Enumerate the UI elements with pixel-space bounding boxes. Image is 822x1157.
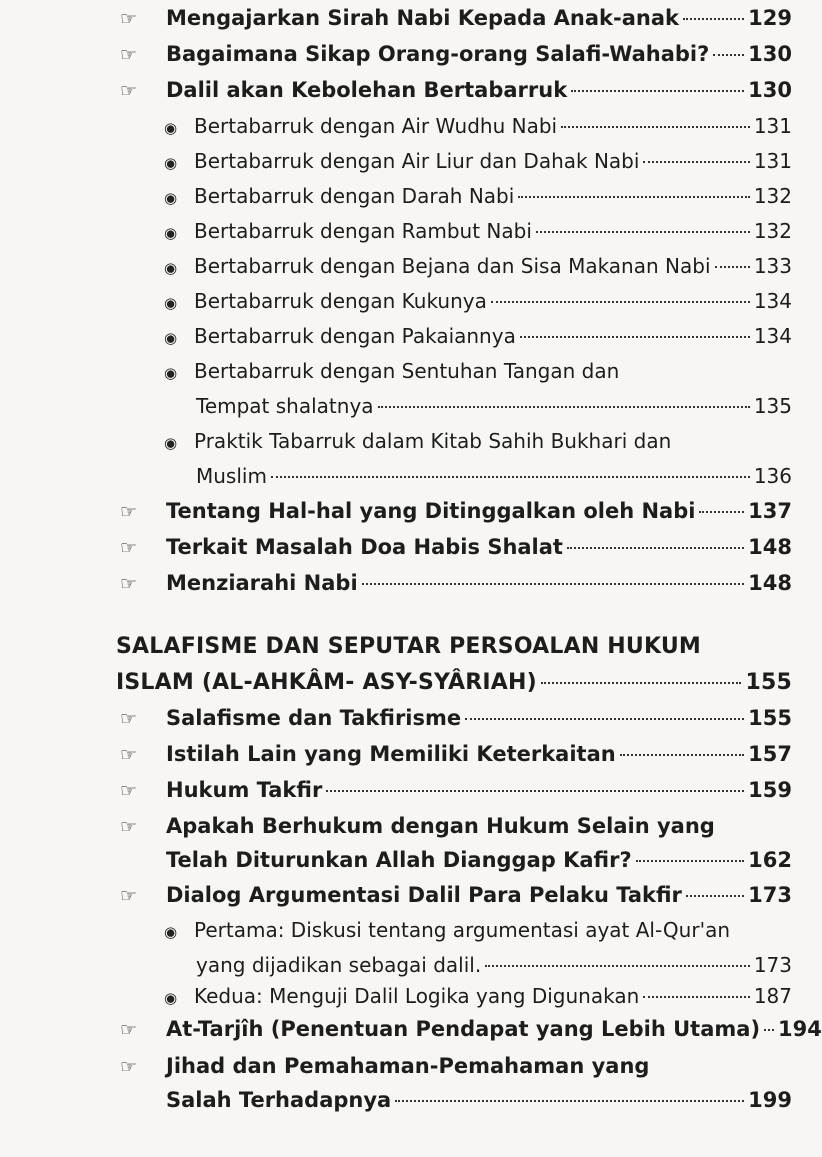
leader-dots — [520, 336, 750, 338]
leader-dots — [764, 1029, 774, 1031]
circle-bullet-icon: ◉ — [164, 259, 178, 277]
leader-dots — [686, 895, 744, 897]
toc-entry-title: Hukum Takfir — [166, 778, 323, 802]
circle-bullet-icon: ◉ — [164, 294, 178, 312]
toc-entry — [120, 1017, 822, 1041]
leader-dots — [491, 301, 750, 303]
pointing-hand-icon: ☞ — [120, 1056, 138, 1078]
toc-subentry-title: Praktik Tabarruk dalam Kitab Sahih Bukhari dan — [194, 429, 672, 453]
circle-bullet-icon: ◉ — [164, 224, 178, 242]
leader-dots — [465, 718, 744, 720]
leader-dots — [636, 860, 745, 862]
toc-entry-page: 194 — [778, 1017, 822, 1041]
toc-entry — [120, 571, 792, 595]
circle-bullet-icon: ◉ — [164, 989, 178, 1007]
leader-dots — [271, 476, 750, 478]
toc-subentry — [164, 429, 792, 453]
toc-entry-page: 155 — [748, 706, 792, 730]
leader-dots — [536, 231, 750, 233]
leader-dots — [643, 996, 750, 998]
toc-entry-title: Mengajarkan Sirah Nabi Kepada Anak-anak — [166, 6, 679, 30]
toc-subentry-page: 131 — [753, 114, 792, 138]
circle-bullet-icon: ◉ — [164, 923, 178, 941]
toc-entry-page: 162 — [748, 848, 792, 872]
toc-entry-title: Bagaimana Sikap Orang-orang Salafi-Wahabi? — [166, 42, 710, 66]
toc-subentry-title-cont: Muslim — [196, 464, 267, 488]
toc-entry-page: 130 — [748, 78, 792, 102]
leader-dots — [561, 126, 750, 128]
toc-subentry-page: 132 — [753, 184, 792, 208]
toc-entry — [120, 1054, 792, 1078]
toc-subentry-page: 133 — [753, 254, 792, 278]
toc-subentry-title: Kedua: Menguji Dalil Logika yang Digunakan — [194, 984, 640, 1008]
leader-dots — [571, 90, 744, 92]
toc-entry-title: Tentang Hal-hal yang Ditinggalkan oleh Nabi — [166, 499, 696, 523]
circle-bullet-icon: ◉ — [164, 154, 178, 172]
toc-subentry-page: 134 — [753, 289, 792, 313]
pointing-hand-icon: ☞ — [120, 8, 138, 30]
toc-entry-title: Menziarahi Nabi — [166, 571, 358, 595]
pointing-hand-icon: ☞ — [120, 885, 138, 907]
section-heading-cont — [116, 670, 792, 695]
leader-dots — [567, 547, 744, 549]
toc-entry-page: 199 — [748, 1088, 792, 1112]
toc-entry-page: 157 — [748, 742, 792, 766]
toc-subentry-title: Bertabarruk dengan Air Wudhu Nabi — [194, 114, 558, 138]
toc-subentry — [164, 149, 792, 173]
toc-subentry-title: Bertabarruk dengan Rambut Nabi — [194, 219, 532, 243]
toc-entry-title: Istilah Lain yang Memiliki Keterkaitan — [166, 742, 616, 766]
circle-bullet-icon: ◉ — [164, 329, 178, 347]
toc-subentry — [164, 219, 792, 243]
toc-subentry-title: Pertama: Diskusi tentang argumentasi ayat Al-Qur'an — [194, 918, 731, 942]
toc-entry — [120, 778, 792, 802]
leader-dots — [541, 682, 742, 684]
leader-dots — [485, 965, 750, 967]
toc-entry-title: Salafisme dan Takfirisme — [166, 706, 462, 730]
toc-entry-title-cont: Telah Diturunkan Allah Dianggap Kafir? — [166, 848, 632, 872]
toc-entry — [120, 814, 792, 838]
leader-dots — [713, 54, 744, 56]
toc-entry-title: Apakah Berhukum dengan Hukum Selain yang — [166, 814, 715, 838]
toc-entry-page: 148 — [748, 535, 792, 559]
pointing-hand-icon: ☞ — [120, 780, 138, 802]
pointing-hand-icon: ☞ — [120, 573, 138, 595]
circle-bullet-icon: ◉ — [164, 189, 178, 207]
toc-subentry — [164, 984, 792, 1008]
toc-entry-title: Jihad dan Pemahaman-Pemahaman yang — [166, 1054, 650, 1078]
toc-entry-continuation — [166, 848, 792, 872]
section-heading-line1: SALAFISME DAN SEPUTAR PERSOALAN HUKUM — [116, 634, 701, 659]
toc-entry — [120, 535, 792, 559]
pointing-hand-icon: ☞ — [120, 80, 138, 102]
leader-dots — [518, 196, 750, 198]
leader-dots — [620, 754, 744, 756]
toc-entry — [120, 499, 792, 523]
toc-subentry-title: Bertabarruk dengan Kukunya — [194, 289, 487, 313]
toc-subentry-page: 187 — [753, 984, 792, 1008]
circle-bullet-icon: ◉ — [164, 119, 178, 137]
leader-dots — [362, 583, 745, 585]
toc-subentry-page: 132 — [753, 219, 792, 243]
toc-subentry-page: 131 — [753, 149, 792, 173]
toc-subentry-page: 135 — [753, 394, 792, 418]
toc-entry — [120, 42, 792, 66]
toc-subentry — [164, 184, 792, 208]
leader-dots — [643, 161, 749, 163]
toc-subentry-title-cont: yang dijadikan sebagai dalil. — [196, 953, 482, 977]
toc-subentry-page: 134 — [753, 324, 792, 348]
circle-bullet-icon: ◉ — [164, 434, 178, 452]
toc-subentry — [164, 114, 792, 138]
toc-subentry-title: Bertabarruk dengan Darah Nabi — [194, 184, 515, 208]
pointing-hand-icon: ☞ — [120, 44, 138, 66]
section-heading-line2: ISLAM (AL-AHKÂM- ASY-SYÂRIAH) — [116, 670, 537, 695]
pointing-hand-icon: ☞ — [120, 744, 138, 766]
toc-entry-page: 137 — [748, 499, 792, 523]
pointing-hand-icon: ☞ — [120, 501, 138, 523]
toc-subentry-title: Bertabarruk dengan Air Liur dan Dahak Nabi — [194, 149, 640, 173]
toc-entry-page: 129 — [748, 6, 792, 30]
pointing-hand-icon: ☞ — [120, 708, 138, 730]
toc-entry-continuation — [166, 1088, 792, 1112]
leader-dots — [326, 790, 744, 792]
pointing-hand-icon: ☞ — [120, 1019, 138, 1041]
toc-subentry — [164, 359, 792, 383]
toc-entry-title: Dialog Argumentasi Dalil Para Pelaku Takfir — [166, 883, 682, 907]
toc-subentry — [164, 324, 792, 348]
toc-entry — [120, 742, 792, 766]
circle-bullet-icon: ◉ — [164, 364, 178, 382]
toc-subentry-continuation — [196, 464, 792, 488]
toc-entry-title: Terkait Masalah Doa Habis Shalat — [166, 535, 563, 559]
section-heading-page: 155 — [745, 670, 792, 695]
leader-dots — [699, 511, 744, 513]
toc-entry-title-cont: Salah Terhadapnya — [166, 1088, 392, 1112]
toc-subentry-title-cont: Tempat shalatnya — [196, 394, 374, 418]
toc-entry-page: 148 — [748, 571, 792, 595]
toc-entry — [120, 883, 792, 907]
toc-subentry — [164, 918, 792, 942]
toc-entry-title: Dalil akan Kebolehan Bertabarruk — [166, 78, 568, 102]
toc-subentry-title: Bertabarruk dengan Bejana dan Sisa Makanan Nabi — [194, 254, 711, 278]
toc-entry — [120, 706, 792, 730]
toc-subentry-continuation — [196, 394, 792, 418]
section-heading — [116, 634, 792, 659]
toc-subentry-page: 136 — [753, 464, 792, 488]
toc-subentry — [164, 289, 792, 313]
toc-entry — [120, 6, 792, 30]
toc-entry-page: 159 — [748, 778, 792, 802]
toc-subentry-title: Bertabarruk dengan Sentuhan Tangan dan — [194, 359, 620, 383]
pointing-hand-icon: ☞ — [120, 537, 138, 559]
toc-entry-title: At-Tarjîh (Penentuan Pendapat yang Lebih Utama) — [166, 1017, 761, 1041]
leader-dots — [395, 1100, 744, 1102]
pointing-hand-icon: ☞ — [120, 816, 138, 838]
toc-subentry-page: 173 — [753, 953, 792, 977]
toc-entry-page: 130 — [748, 42, 792, 66]
toc-subentry — [164, 254, 792, 278]
toc-entry — [120, 78, 792, 102]
leader-dots — [378, 406, 750, 408]
leader-dots — [683, 18, 744, 20]
toc-subentry-continuation — [196, 953, 792, 977]
toc-entry-page: 173 — [748, 883, 792, 907]
toc-subentry-title: Bertabarruk dengan Pakaiannya — [194, 324, 516, 348]
leader-dots — [715, 266, 750, 268]
